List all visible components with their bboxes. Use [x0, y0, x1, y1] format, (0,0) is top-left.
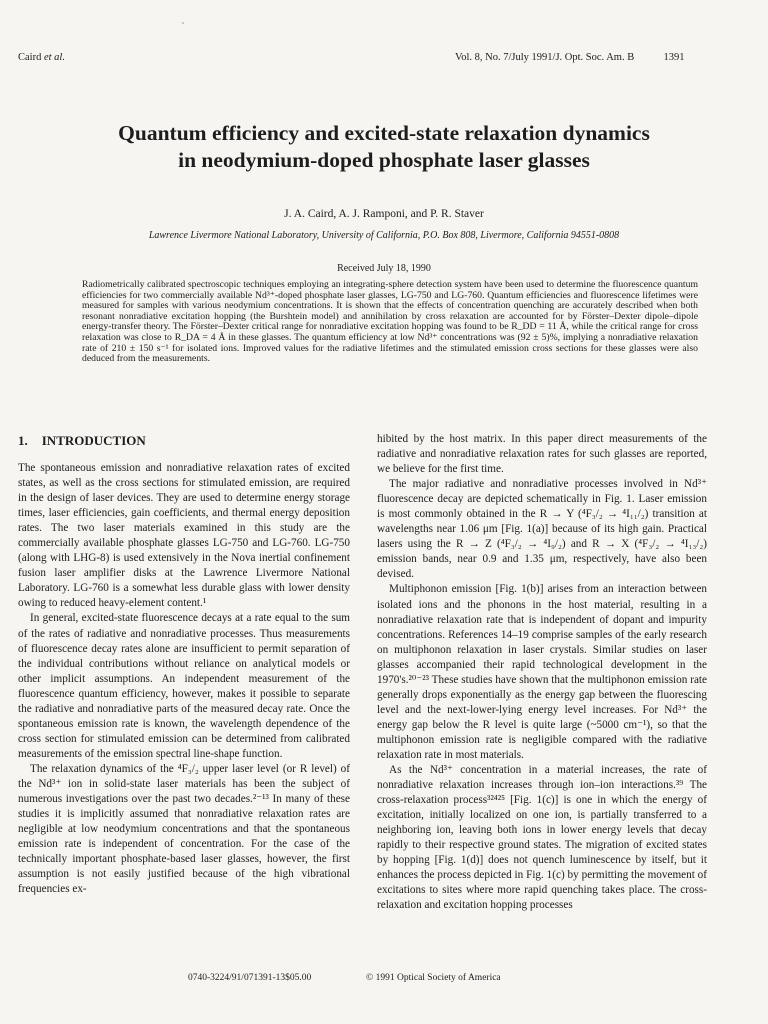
running-head-journal	[455, 52, 684, 63]
left-column	[18, 432, 350, 897]
paragraph: The major radiative and nonradiative processes involved in Nd³⁺ fluorescence decay are depicted schematically in Fig. 1. Laser emission is most commonly obtained in the R → Y (⁴F₃/₂ → ⁴I₁₁/₂) transition at wavelengths near 1.06 μm [Fig. 1(a)] because of its high gain. Practical lasers using the R → Z (⁴F₃/₂ → ⁴I₉/₂) and R → X (⁴F₃/₂ → ⁴I₁₃/₂) emission bands, near 0.9 and 1.35 μm, respectively, have also been devised.	[377, 478, 707, 581]
paragraph: The spontaneous emission and nonradiative relaxation rates of excited states, as well as the cross sections for stimulated emission, are required in the design of laser devices. They are used to determine energy storage times, laser efficiencies, gain coefficients, and thermal energy deposition rates. The two laser materials examined in this study are the commercially available phosphate glasses LG-750 and LG-760. LG-750 (along with LHG-8) is used extensively in the Nova inertial confinement fusion laser amplifier disks at the Lawrence Livermore National Laboratory. LG-760 is a somewhat less durable glass with lower density owing to reduced heavy-element content.¹	[18, 462, 350, 610]
journal-citation: Vol. 8, No. 7/July 1991/J. Opt. Soc. Am. B	[455, 52, 635, 63]
abstract: Radiometrically calibrated spectroscopic techniques employing an integrating-sphere detection system have been used to determine the fluorescence quantum efficiencies for two commercially available Nd³⁺-doped phosphate laser glasses, LG-750 and LG-760. Quantum efficiencies and fluorescence lifetimes were measured for samples with various neodymium concentrations. It is shown that the effects of concentration quenching are accurately described when both resonant nonradiative excitation hopping (the Burshtein model) and annihilation by cross relaxation are accounted for by Förster–Dexter dipole–dipole energy-transfer theory. The Förster–Dexter critical range for nonradiative excitation hopping was found to be R_DD = 11 Å, while the critical range for cross relaxation was close to R_DA = 4 Å in these glasses. The quantum efficiency at low Nd³⁺ concentrations was (92 ± 5)%, implying a nonradiative relaxation rate of 210 ± 150 s⁻¹ for isolated ions. Improved values for the radiative lifetimes and the stimulated emission cross sections for these glasses were also deduced from the measurements.	[82, 279, 698, 365]
paragraph: Multiphonon emission [Fig. 1(b)] arises from an interaction between isolated ions and the phonons in the host material, resulting in a nonradiative relaxation rate that is independent of dopant and impurity concentrations. References 14–19 comprise samples of the early research on multiphonon relaxation in laser crystals. Similar studies on laser glasses accompanied their rapid technological development in the 1970's.²⁰⁻²³ These studies have shown that the multiphonon emission rate generally drops exponentially as the energy gap between the fluorescing level and the next-lower-lying energy level increases. For Nd³⁺ the energy gap below the R level is quite large (~5000 cm⁻¹), so that the multiphonon emission rate is negligible compared with the radiative relaxation rate in most materials.	[377, 583, 707, 761]
page-number: 1391	[663, 52, 685, 63]
running-head-authors: Caird et al.	[18, 52, 65, 63]
received-date: Received July 18, 1990	[337, 263, 431, 274]
title-line-2: in neodymium-doped phosphate laser glasses	[178, 148, 590, 172]
section-number: 1.	[18, 433, 28, 448]
scan-dot	[182, 22, 184, 24]
section-heading	[18, 432, 350, 452]
paragraph: In general, excited-state fluorescence decays at a rate equal to the sum of the rates of radiative and nonradiative processes. Thus measurements of fluorescence decay rates alone are insufficient to permit separation of the individual contributions without reliance on analytical models or other implicit assumptions. An independent measurement of the fluorescence quantum efficiency, however, makes it possible to separate the radiative and nonradiative parts of the measured decay rate. Once the spontaneous emission rate is known, the wavelength dependence of the cross section for stimulated emission can be determined from calibrated measurements of the emission spectral line-shape function.	[18, 612, 350, 760]
title-line-1: Quantum efficiency and excited-state relaxation dynamics	[118, 121, 650, 145]
section-title: INTRODUCTION	[41, 433, 146, 448]
author-list: J. A. Caird, A. J. Ramponi, and P. R. Staver	[284, 208, 484, 220]
affiliation: Lawrence Livermore National Laboratory, University of California, P.O. Box 808, Livermore, California 94551-0808	[148, 230, 620, 241]
paper-title	[0, 120, 768, 174]
paragraph: As the Nd³⁺ concentration in a material increases, the rate of nonradiative relaxation increases through ion–ion interactions.³⁹ The cross-relaxation process³²⁴²⁵ [Fig. 1(c)] is one in which the energy of excitation, initially localized on one ion, is partially transferred to a neighboring ion, leaving both ions in lower energy levels that decay rapidly to their respective ground states. The migration of excited states by hopping [Fig. 1(d)] does not quench luminescence by itself, but it enhances the process depicted in Fig. 1(c) by permitting the movement of excitations to sites where more rapid quenching takes place. The cross-relaxation and excitation hopping processes	[377, 764, 707, 912]
paragraph: hibited by the host matrix. In this paper direct measurements of the radiative and nonradiative relaxation rates for such glasses are reported, we believe for the first time.	[377, 433, 707, 476]
paragraph: The relaxation dynamics of the ⁴F₃/₂ upper laser level (or R level) of the Nd³⁺ ion in solid-state laser materials has been the subject of numerous investigations over the past two decades.²⁻¹³ In many of these studies it is implicitly assumed that nonradiative relaxation rates are negligible at low neodymium concentrations and that the spontaneous emission rate is independent of concentration. For the case of the technically important phosphate-based laser glasses, however, the first assumption is not easily justified because of the high vibrational frequencies ex-	[18, 762, 350, 896]
right-column	[377, 432, 707, 914]
copyright-notice: © 1991 Optical Society of America	[366, 973, 501, 983]
issn-code: 0740-3224/91/071391-13$05.00	[188, 973, 312, 983]
